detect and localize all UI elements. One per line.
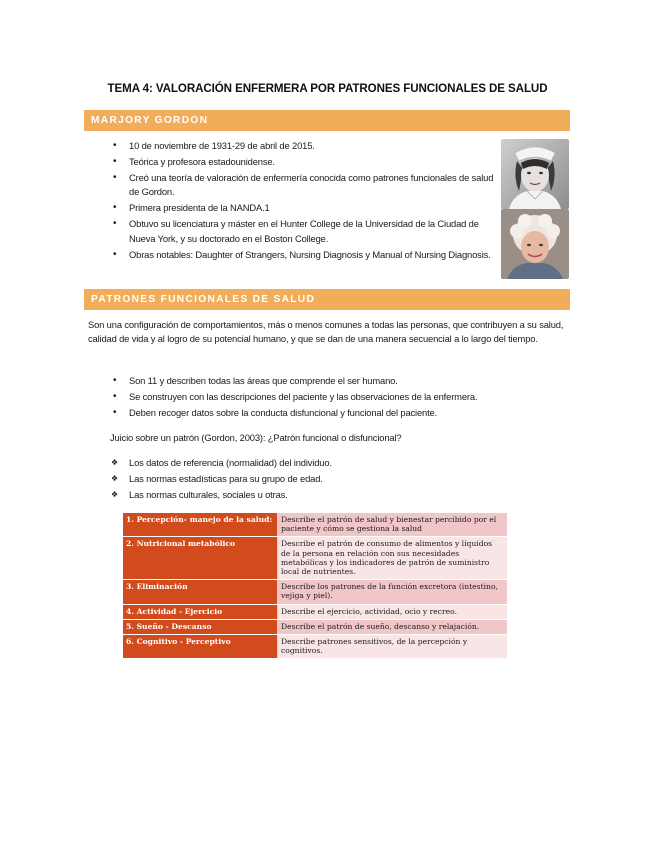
- table-row: [123, 580, 507, 604]
- table-row: [123, 604, 507, 619]
- list-item: • 10 de noviembre de 1931-29 de abril de 2015.: [110, 139, 494, 153]
- list-item: • Se construyen con las descripciones del paciente y las observaciones de la enfermera.: [110, 390, 570, 404]
- section-heading-marjory-gordon: MARJORY GORDON: [84, 110, 570, 131]
- table-row: [123, 619, 507, 634]
- list-item: ❖ Las normas culturales, sociales u otras.: [110, 488, 570, 502]
- judgment-question: Juicio sobre un patrón (Gordon, 2003): ¿Patrón funcional o disfuncional?: [110, 432, 402, 443]
- patterns-features-list: [110, 374, 570, 422]
- pattern-description: Describe el patrón de salud y bienestar percibido por el paciente y cómo se gestiona la salud: [278, 513, 508, 537]
- biography-list: [110, 139, 494, 264]
- pattern-name: 4. Actividad - Ejercicio: [123, 604, 278, 619]
- criteria-list: [110, 456, 570, 504]
- pattern-name: 6. Cognitivo - Perceptivo: [123, 635, 278, 659]
- page-title: TEMA 4: VALORACIÓN ENFERMERA POR PATRONES FUNCIONALES DE SALUD: [107, 82, 548, 95]
- functional-patterns-table: [123, 513, 507, 659]
- portrait-photo-young: [501, 139, 569, 209]
- pattern-description: Describe el ejercicio, actividad, ocio y recreo.: [278, 604, 508, 619]
- pattern-name: 2. Nutricional metabólico: [123, 537, 278, 580]
- list-item: • Obras notables: Daughter of Strangers, Nursing Diagnosis y Manual of Nursing Diagnosis.: [110, 248, 494, 262]
- pattern-description: Describe el patrón de sueño, descanso y relajación.: [278, 619, 508, 634]
- list-item: • Deben recoger datos sobre la conducta disfuncional y funcional del paciente.: [110, 406, 570, 420]
- pattern-name: 1. Percepción- manejo de la salud:: [123, 513, 278, 537]
- list-item: • Son 11 y describen todas las áreas que comprende el ser humano.: [110, 374, 570, 388]
- pattern-description: Describe los patrones de la función excretora (intestino, vejiga y piel).: [278, 580, 508, 604]
- pattern-description: Describe patrones sensitivos, de la percepción y cognitivos.: [278, 635, 508, 659]
- table-row: [123, 537, 507, 580]
- section-heading-patrones: PATRONES FUNCIONALES DE SALUD: [84, 289, 570, 310]
- list-item: • Creó una teoría de valoración de enfermería conocida como patrones funcionales de salud de Gordon.: [110, 171, 494, 200]
- list-item: ❖ Los datos de referencia (normalidad) del individuo.: [110, 456, 570, 470]
- list-item: • Obtuvo su licenciatura y máster en el Hunter College de la Universidad de la Ciudad de Nueva York, y su doctorado en el Boston College.: [110, 217, 494, 246]
- pattern-name: 5. Sueño - Descanso: [123, 619, 278, 634]
- table-row: [123, 635, 507, 659]
- list-item: ❖ Las normas estadísticas para su grupo de edad.: [110, 472, 570, 486]
- pattern-description: Describe el patrón de consumo de alimentos y líquidos de la persona en relación con sus necesidades metabólicas y los indicadores de patrón de suministro local de nutrientes.: [278, 537, 508, 580]
- intro-paragraph: Son una configuración de comportamientos, más o menos comunes a todas las personas, que contribuyen a su salud, calidad de vida y al logro de su potencial humano, y que se dan de una manera secuencial a lo largo del tiempo.: [88, 319, 564, 345]
- portrait-photo-older: [501, 209, 569, 279]
- list-item: • Teórica y profesora estadounidense.: [110, 155, 494, 169]
- list-item: • Primera presidenta de la NANDA.1: [110, 201, 494, 215]
- table-row: [123, 513, 507, 537]
- pattern-name: 3. Eliminación: [123, 580, 278, 604]
